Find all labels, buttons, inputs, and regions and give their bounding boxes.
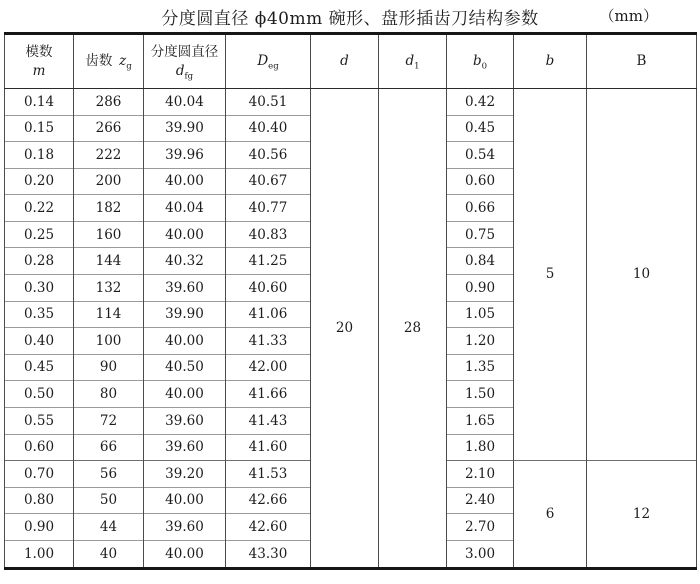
column-header-d: d <box>311 34 379 89</box>
cell-Deg: 41.66 <box>226 381 311 408</box>
cell-dfg: 40.50 <box>144 354 226 381</box>
cell-b0: 1.50 <box>447 381 514 408</box>
cell-Deg: 40.77 <box>226 195 311 222</box>
cell-Deg: 40.51 <box>226 89 311 116</box>
cell-zg: 132 <box>74 275 144 302</box>
cell-Deg: 40.67 <box>226 168 311 195</box>
cell-m: 0.50 <box>5 381 74 408</box>
cell-zg: 40 <box>74 540 144 568</box>
title-row <box>0 0 700 31</box>
cell-zg: 200 <box>74 168 144 195</box>
header-row <box>5 34 697 89</box>
cell-b0: 2.10 <box>447 461 514 488</box>
table-body <box>5 89 697 569</box>
column-header-d1: $d_1$ <box>379 34 447 89</box>
cell-d1: 28 <box>379 89 447 569</box>
cell-d: 20 <box>311 89 379 569</box>
cell-m: 0.18 <box>5 142 74 169</box>
cell-m: 0.28 <box>5 248 74 275</box>
cell-zg: 222 <box>74 142 144 169</box>
cell-Deg: 42.00 <box>226 354 311 381</box>
cell-zg: 56 <box>74 461 144 488</box>
cell-Deg: 40.56 <box>226 142 311 169</box>
cell-dfg: 39.96 <box>144 142 226 169</box>
cell-dfg: 40.00 <box>144 168 226 195</box>
column-header-Deg: $D_{eg}$ <box>226 34 311 89</box>
cell-b0: 1.80 <box>447 434 514 461</box>
cell-m: 0.20 <box>5 168 74 195</box>
cell-dfg: 40.04 <box>144 195 226 222</box>
cell-zg: 144 <box>74 248 144 275</box>
cell-dfg: 39.60 <box>144 275 226 302</box>
cell-b0: 1.35 <box>447 354 514 381</box>
cell-b0: 0.66 <box>447 195 514 222</box>
cell-dfg: 39.60 <box>144 407 226 434</box>
cell-dfg: 40.00 <box>144 221 226 248</box>
cell-m: 0.35 <box>5 301 74 328</box>
cell-Deg: 43.30 <box>226 540 311 568</box>
cell-m: 0.15 <box>5 115 74 142</box>
cell-Deg: 41.33 <box>226 328 311 355</box>
column-header-b0: $b_0$ <box>447 34 514 89</box>
cell-b0: 1.05 <box>447 301 514 328</box>
cell-b0: 0.42 <box>447 89 514 116</box>
cell-m: 0.14 <box>5 89 74 116</box>
cell-b0: 3.00 <box>447 540 514 568</box>
cell-zg: 100 <box>74 328 144 355</box>
cell-m: 0.70 <box>5 461 74 488</box>
cell-zg: 266 <box>74 115 144 142</box>
cell-dfg: 40.00 <box>144 487 226 514</box>
cell-Deg: 40.83 <box>226 221 311 248</box>
cell-dfg: 40.32 <box>144 248 226 275</box>
column-header-b: b <box>514 34 587 89</box>
cell-m: 0.30 <box>5 275 74 302</box>
cell-zg: 44 <box>74 514 144 541</box>
page-title: 分度圆直径 ϕ40mm 碗形、盘形插齿刀结构参数 <box>161 9 539 29</box>
table-row <box>5 89 697 116</box>
cell-m: 1.00 <box>5 540 74 568</box>
cell-Deg: 42.60 <box>226 514 311 541</box>
cell-dfg: 40.04 <box>144 89 226 116</box>
cell-b0: 0.60 <box>447 168 514 195</box>
cell-dfg: 40.00 <box>144 540 226 568</box>
cell-Deg: 41.53 <box>226 461 311 488</box>
cell-m: 0.55 <box>5 407 74 434</box>
cell-dfg: 40.00 <box>144 381 226 408</box>
cell-b0: 1.65 <box>447 407 514 434</box>
cell-B: 12 <box>587 461 697 569</box>
cell-Deg: 41.60 <box>226 434 311 461</box>
cell-B: 10 <box>587 89 697 461</box>
cell-dfg: 39.60 <box>144 434 226 461</box>
cell-m: 0.60 <box>5 434 74 461</box>
cell-dfg: 39.60 <box>144 514 226 541</box>
cell-Deg: 41.06 <box>226 301 311 328</box>
cell-b0: 0.90 <box>447 275 514 302</box>
column-header-B: B <box>587 34 697 89</box>
cell-dfg: 40.00 <box>144 328 226 355</box>
cell-zg: 50 <box>74 487 144 514</box>
cell-b0: 0.54 <box>447 142 514 169</box>
cell-Deg: 41.43 <box>226 407 311 434</box>
cell-b0: 0.75 <box>447 221 514 248</box>
column-header-m: 模数 m <box>5 34 74 89</box>
cell-zg: 66 <box>74 434 144 461</box>
cell-Deg: 40.40 <box>226 115 311 142</box>
parameters-table <box>4 32 697 570</box>
cell-zg: 114 <box>74 301 144 328</box>
cell-m: 0.80 <box>5 487 74 514</box>
cell-b: 6 <box>514 461 587 569</box>
cell-m: 0.90 <box>5 514 74 541</box>
cell-m: 0.25 <box>5 221 74 248</box>
cell-Deg: 40.60 <box>226 275 311 302</box>
table-head <box>5 34 697 89</box>
cell-dfg: 39.20 <box>144 461 226 488</box>
cell-m: 0.45 <box>5 354 74 381</box>
cell-zg: 182 <box>74 195 144 222</box>
cell-b: 5 <box>514 89 587 461</box>
cell-b0: 0.84 <box>447 248 514 275</box>
column-header-zg: 齿数 $z_g$ <box>74 34 144 89</box>
cell-b0: 0.45 <box>447 115 514 142</box>
cell-m: 0.22 <box>5 195 74 222</box>
cell-b0: 1.20 <box>447 328 514 355</box>
column-header-dfg: 分度圆直径 $d_{fg}$ <box>144 34 226 89</box>
cell-Deg: 41.25 <box>226 248 311 275</box>
cell-Deg: 42.66 <box>226 487 311 514</box>
cell-b0: 2.70 <box>447 514 514 541</box>
cell-zg: 90 <box>74 354 144 381</box>
cell-dfg: 39.90 <box>144 301 226 328</box>
cell-dfg: 39.90 <box>144 115 226 142</box>
cell-zg: 286 <box>74 89 144 116</box>
cell-zg: 80 <box>74 381 144 408</box>
cell-zg: 160 <box>74 221 144 248</box>
unit-label: （mm） <box>599 7 658 25</box>
cell-m: 0.40 <box>5 328 74 355</box>
cell-zg: 72 <box>74 407 144 434</box>
cell-b0: 2.40 <box>447 487 514 514</box>
